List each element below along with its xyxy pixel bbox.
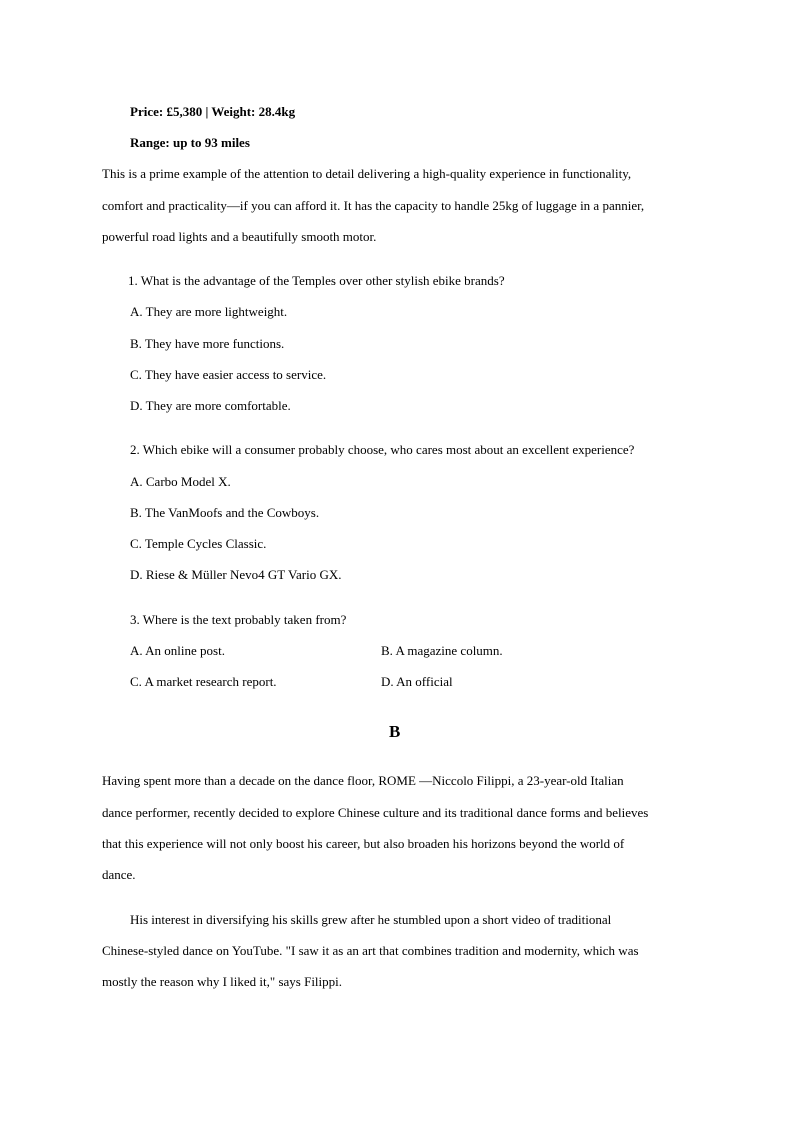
passage-b-line: Chinese-styled dance on YouTube. "I saw it as an art that combines tradition and modernity, which was xyxy=(102,943,639,958)
price-weight-spec: Price: £5,380 | Weight: 28.4kg xyxy=(130,104,296,119)
question-2-option-b: B. The VanMoofs and the Cowboys. xyxy=(130,505,320,520)
question-3-option-a: A. An online post. xyxy=(130,643,225,658)
question-1-option-c: C. They have easier access to service. xyxy=(130,367,327,382)
passage-line: comfort and practicality—if you can afford it. It has the capacity to handle 25kg of luggage in a pannier, xyxy=(102,198,645,213)
question-1-option-d: D. They are more comfortable. xyxy=(130,398,291,413)
question-2-option-d: D. Riese & Müller Nevo4 GT Vario GX. xyxy=(130,567,342,582)
question-2-option-c: C. Temple Cycles Classic. xyxy=(130,536,267,551)
question-1-option-b: B. They have more functions. xyxy=(130,336,285,351)
range-spec: Range: up to 93 miles xyxy=(130,135,250,150)
question-2-option-a: A. Carbo Model X. xyxy=(130,474,231,489)
passage-b-line: dance performer, recently decided to explore Chinese culture and its traditional dance forms and believes xyxy=(102,805,649,820)
question-1-option-a: A. They are more lightweight. xyxy=(130,304,288,319)
question-1-stem: 1. What is the advantage of the Temples over other stylish ebike brands? xyxy=(128,273,505,288)
passage-b-line: dance. xyxy=(102,867,136,882)
passage-line: powerful road lights and a beautifully smooth motor. xyxy=(102,229,377,244)
passage-line: This is a prime example of the attention to detail delivering a high-quality experience in functionality, xyxy=(102,166,632,181)
passage-b-line: Having spent more than a decade on the dance floor, ROME —Niccolo Filippi, a 23-year-old Italian xyxy=(102,773,624,788)
question-3-option-c: C. A market research report. xyxy=(130,674,277,689)
question-3-option-b: B. A magazine column. xyxy=(381,643,503,658)
question-3-option-d: D. An official xyxy=(381,674,453,689)
question-2-stem: 2. Which ebike will a consumer probably choose, who cares most about an excellent experience? xyxy=(130,442,635,457)
question-3-stem: 3. Where is the text probably taken from? xyxy=(130,612,347,627)
passage-b-line: that this experience will not only boost his career, but also broaden his horizons beyond the world of xyxy=(102,836,625,851)
passage-b-line: His interest in diversifying his skills grew after he stumbled upon a short video of traditional xyxy=(130,912,612,927)
passage-b-line: mostly the reason why I liked it," says Filippi. xyxy=(102,974,343,989)
section-b-title: B xyxy=(389,722,401,741)
